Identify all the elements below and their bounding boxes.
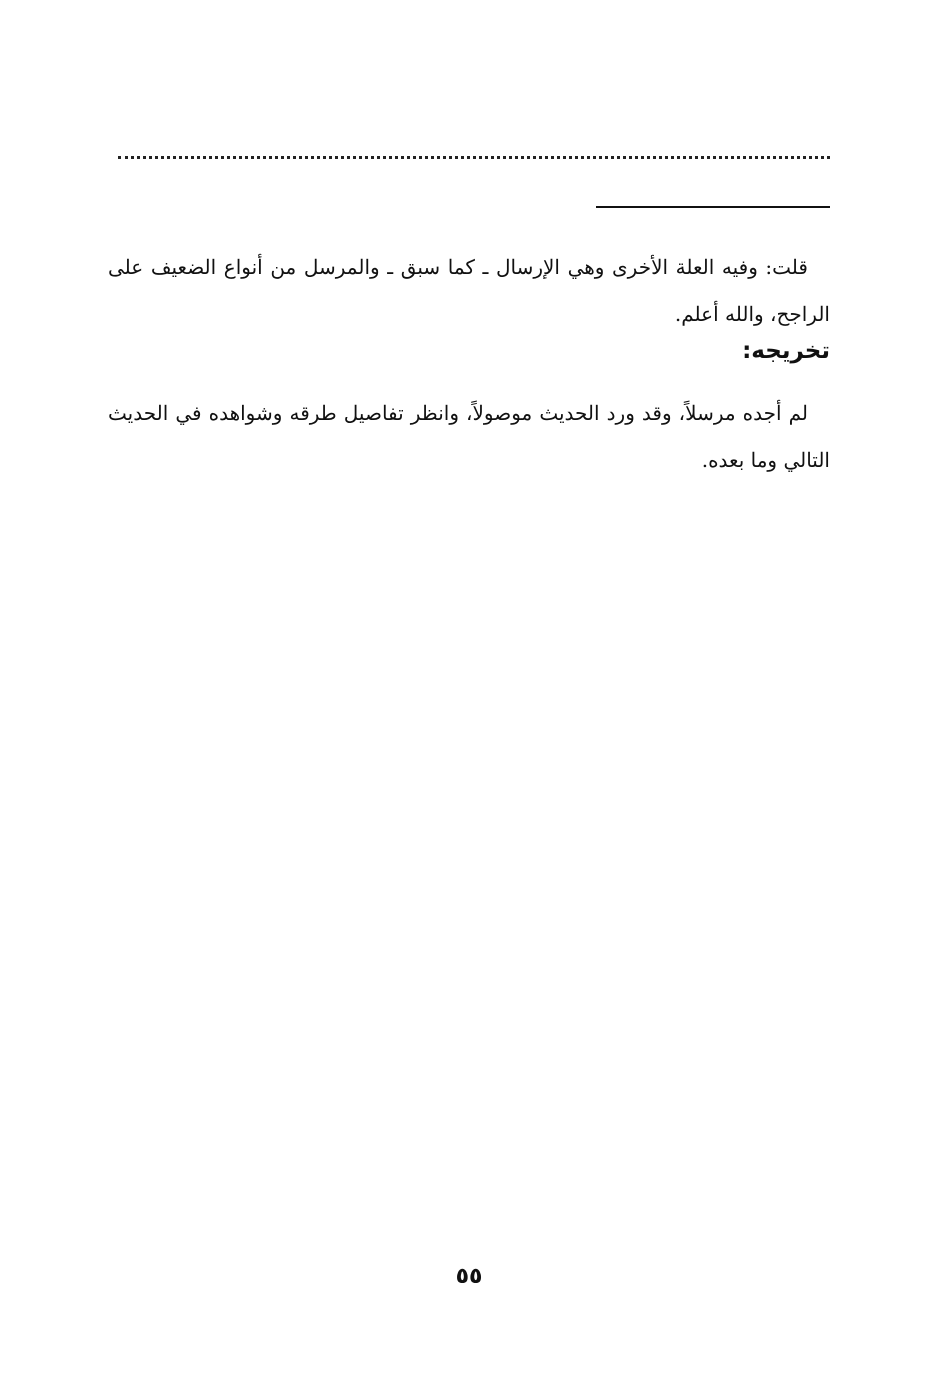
section-rule (596, 206, 830, 208)
takhrij-paragraph (108, 390, 830, 484)
commentary-text: قلت: وفيه العلة الأخرى وهي الإرسال ـ كما سبق ـ والمرسل من أنواع الضعيف على الراجح، والله أعلم. (108, 255, 830, 326)
section-heading: تخريجه: (742, 338, 830, 364)
dotted-separator (118, 156, 830, 159)
takhrij-text: لم أجده مرسلاً، وقد ورد الحديث موصولاً، وانظر تفاصيل طرقه وشواهده في الحديث التالي وما بعده. (108, 401, 830, 472)
commentary-paragraph (108, 244, 830, 338)
page-number: ٥٥ (455, 1264, 483, 1289)
